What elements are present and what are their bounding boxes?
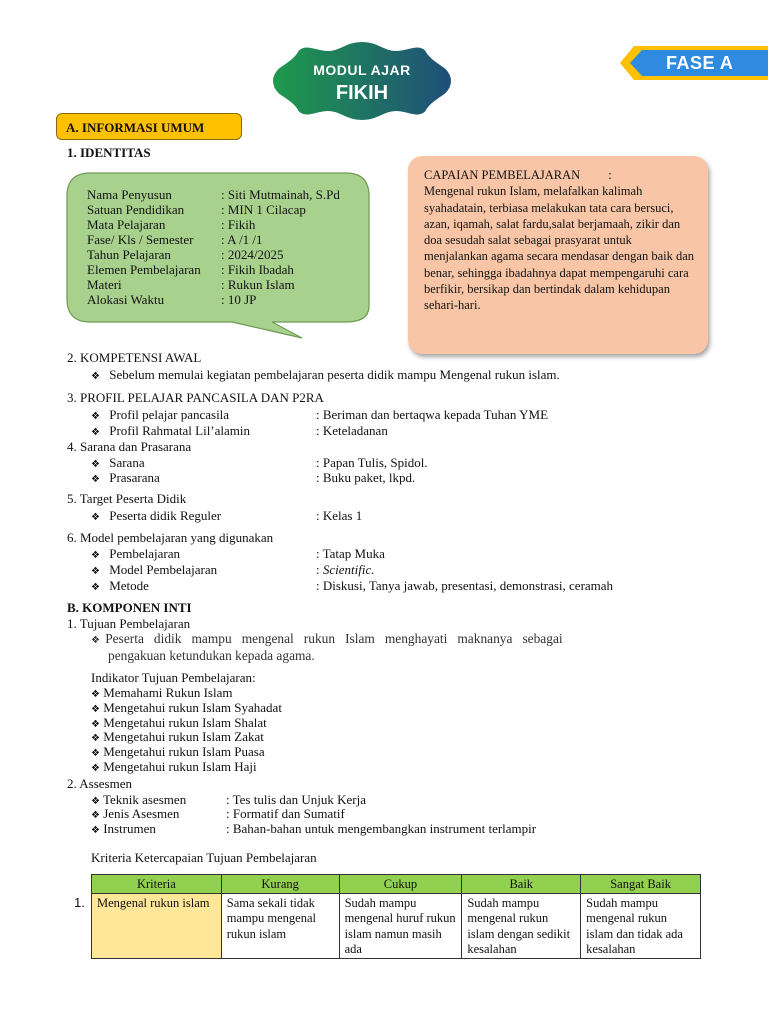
asesmen-item [91, 821, 156, 837]
identitas-value: : Siti Mutmainah, S.Pd [221, 187, 340, 202]
kriteria-cell: Sudah mampu mengenal rukun islam dengan sedikit kesalahan [462, 894, 581, 959]
model-value: : Diskusi, Tanya jawab, presentasi, demonstrasi, ceramah [316, 578, 614, 593]
diamond-bullet-icon: ❖ [91, 550, 100, 561]
model-item [91, 546, 180, 562]
indikator-item [91, 729, 264, 745]
sarana-key: Prasarana [109, 470, 160, 485]
asesmen-value: : Formatif dan Sumatif [226, 806, 345, 821]
diamond-bullet-icon: ❖ [91, 796, 100, 807]
tujuan-item [91, 631, 563, 647]
indikator-text: Mengetahui rukun Islam Shalat [103, 715, 267, 730]
indikator-item [91, 700, 282, 716]
capaian-box [408, 156, 708, 354]
indikator-item [91, 759, 257, 775]
kriteria-cell: Mengenal rukun islam [92, 894, 222, 959]
identitas-keys [87, 187, 201, 307]
identitas-key: Elemen Pembelajaran [87, 262, 201, 277]
tujuan-heading: 1. Tujuan Pembelajaran [67, 616, 191, 631]
model-value: : Tatap Muka [316, 546, 385, 561]
kriteria-header-row [92, 875, 701, 894]
indikator-item [91, 685, 232, 701]
asesmen-key: Teknik asesmen [102, 792, 187, 807]
model-value-prefix: : [316, 562, 323, 577]
asesmen-key: Instrumen [103, 821, 156, 836]
indikator-text: Mengetahui rukun Islam Zakat [103, 729, 264, 744]
model-value-italic: Scientific. [322, 562, 375, 577]
asesmen-heading: 2. Assesmen [67, 776, 132, 791]
table-row [92, 894, 701, 959]
kompetensi-text: Sebelum memulai kegiatan pembelajaran peserta didik mampu Mengenal rukun islam. [109, 367, 560, 382]
identitas-value: : Rukun Islam [221, 277, 295, 292]
diamond-bullet-icon: ❖ [91, 825, 100, 836]
title-line-2: FIKIH [335, 82, 389, 104]
kriteria-column-header: Kriteria [92, 875, 222, 894]
sarana-value: : Papan Tulis, Spidol. [316, 455, 428, 470]
identitas-value: : MIN 1 Cilacap [221, 202, 306, 217]
identitas-key: Materi [87, 277, 122, 292]
kriteria-table [91, 874, 701, 959]
target-item [91, 508, 221, 524]
target-key: Peserta didik Reguler [109, 508, 222, 523]
identitas-values [221, 187, 340, 307]
sarana-key: Sarana [109, 455, 145, 470]
diamond-bullet-icon: ❖ [91, 411, 100, 422]
identitas-key: Mata Pelajaran [87, 217, 166, 232]
diamond-bullet-icon: ❖ [91, 635, 100, 646]
section-a-heading: A. INFORMASI UMUM [56, 113, 242, 140]
model-heading: 6. Model pembelajaran yang digunakan [67, 530, 274, 545]
diamond-bullet-icon: ❖ [91, 748, 100, 759]
target-heading: 5. Target Peserta Didik [67, 491, 187, 506]
identitas-value: : Fikih [221, 217, 256, 232]
diamond-bullet-icon: ❖ [91, 512, 100, 523]
kriteria-heading: Kriteria Ketercapaian Tujuan Pembelajaran [91, 850, 317, 865]
model-item [91, 562, 217, 578]
identitas-key: Satuan Pendidikan [87, 202, 185, 217]
identitas-key: Tahun Pelajaran [87, 247, 171, 262]
sarana-item [91, 470, 160, 486]
title-line-1: MODUL AJAR [313, 62, 411, 78]
diamond-bullet-icon: ❖ [91, 689, 100, 700]
diamond-bullet-icon: ❖ [91, 704, 100, 715]
kriteria-column-header: Cukup [339, 875, 462, 894]
identitas-key: Fase/ Kls / Semester [87, 232, 194, 247]
diamond-bullet-icon: ❖ [91, 810, 100, 821]
kriteria-cell: Sudah mampu mengenal rukun islam dan tidak ada kesalahan [581, 894, 701, 959]
kriteria-column-header: Sangat Baik [581, 875, 701, 894]
profil-key: Profil pelajar pancasila [109, 407, 230, 422]
indikator-text: Mengetahui rukun Islam Haji [103, 759, 257, 774]
kriteria-row-number: 1. [74, 895, 85, 910]
model-key: Pembelajaran [109, 546, 180, 561]
capaian-title: CAPAIAN PEMBELAJARAN : [424, 168, 612, 182]
identitas-key: Alokasi Waktu [87, 292, 165, 307]
kriteria-column-header: Kurang [221, 875, 339, 894]
indikator-text: Memahami Rukun Islam [103, 685, 233, 700]
identitas-value: : 2024/2025 [221, 247, 284, 262]
diamond-bullet-icon: ❖ [91, 427, 100, 438]
diamond-bullet-icon: ❖ [91, 459, 100, 470]
asesmen-key: Jenis Asesmen [103, 806, 180, 821]
target-value: : Kelas 1 [316, 508, 363, 523]
diamond-bullet-icon: ❖ [91, 733, 100, 744]
identitas-value: : A /1 /1 [221, 232, 263, 247]
model-item [91, 578, 149, 594]
tujuan-line-2: pengakuan ketundukan kepada agama. [108, 648, 315, 663]
fase-label: FASE A [666, 53, 734, 73]
indikator-text: Mengetahui rukun Islam Syahadat [103, 700, 282, 715]
sarana-heading: 4. Sarana dan Prasarana [67, 439, 192, 454]
profil-item [91, 407, 229, 423]
model-key: Model Pembelajaran [109, 562, 218, 577]
kriteria-column-header: Baik [462, 875, 581, 894]
indikator-item [91, 744, 265, 760]
diamond-bullet-icon: ❖ [91, 371, 100, 382]
diamond-bullet-icon: ❖ [91, 474, 100, 485]
tujuan-line-1: Peserta didik mampu mengenal rukun Islam menghayati maknanya sebagai [105, 631, 563, 646]
fase-badge [618, 44, 768, 82]
identitas-key: Nama Penyusun [87, 187, 172, 202]
diamond-bullet-icon: ❖ [91, 566, 100, 577]
identitas-value: : Fikih Ibadah [221, 262, 294, 277]
model-value [316, 562, 375, 578]
profil-item [91, 423, 250, 439]
asesmen-item [91, 806, 179, 822]
diamond-bullet-icon: ❖ [91, 719, 100, 730]
section-b-heading: B. KOMPONEN INTI [67, 600, 192, 615]
profil-value: : Keteladanan [316, 423, 388, 438]
kriteria-cell: Sama sekali tidak mampu mengenal rukun islam [221, 894, 339, 959]
diamond-bullet-icon: ❖ [91, 582, 100, 593]
title-banner [268, 38, 456, 124]
capaian-text: Mengenal rukun Islam, melafalkan kalimah syahadatain, terbiasa melakukan tata cara bersuci, azan, iqamah, salat fardu,salat berjamaah, zikir dan doa sesudah salat sebagai prasyarat untuk menjalankan agama secara mendasar dengan baik dan benar, sehingga ibadahnya dapat mempengaruhi cara berfikir, bersikap dan bertindak dalam kehidupan sehari-hari. [424, 184, 695, 313]
diamond-bullet-icon: ❖ [91, 763, 100, 774]
kriteria-cell: Sudah mampu mengenal huruf rukun islam namun masih ada [339, 894, 462, 959]
model-key: Metode [109, 578, 149, 593]
indikator-text: Mengetahui rukun Islam Puasa [103, 744, 265, 759]
kompetensi-item [91, 367, 560, 383]
indikator-heading: Indikator Tujuan Pembelajaran: [91, 670, 256, 685]
sarana-item [91, 455, 145, 471]
identitas-value: : 10 JP [221, 292, 257, 307]
asesmen-value: : Tes tulis dan Unjuk Kerja [226, 792, 367, 807]
sarana-value: : Buku paket, lkpd. [316, 470, 416, 485]
profil-value: : Beriman dan bertaqwa kepada Tuhan YME [316, 407, 549, 422]
kompetensi-heading: 2. KOMPETENSI AWAL [67, 350, 202, 365]
asesmen-value: : Bahan-bahan untuk mengembangkan instrument terlampir [226, 821, 537, 836]
profil-heading: 3. PROFIL PELAJAR PANCASILA DAN P2RA [67, 390, 324, 405]
identitas-heading: 1. IDENTITAS [67, 145, 151, 160]
profil-key: Profil Rahmatal Lil’alamin [109, 423, 251, 438]
title-banner-shape [268, 38, 456, 124]
